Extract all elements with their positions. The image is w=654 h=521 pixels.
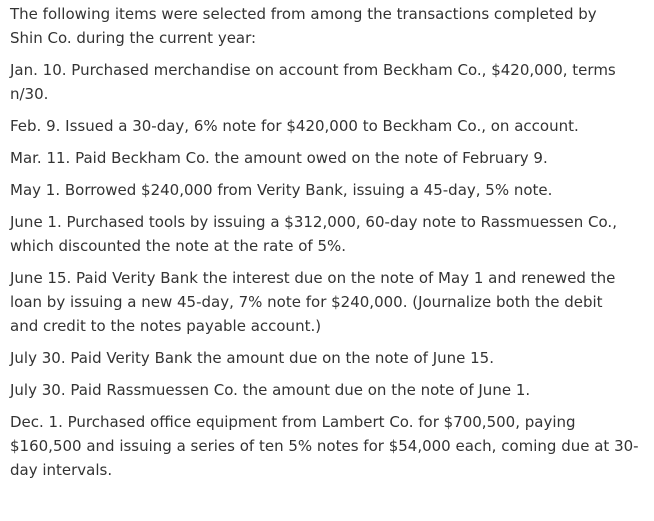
transaction-line: Feb. 9. Issued a 30-day, 6% note for $420,000 to Beckham Co., on account. — [10, 117, 579, 135]
transaction-line: July 30. Paid Verity Bank the amount due on the note of June 15. — [10, 349, 494, 367]
transaction-jan-10 — [10, 58, 646, 106]
transaction-line: Mar. 11. Paid Beckham Co. the amount owed on the note of February 9. — [10, 149, 548, 167]
transaction-mar-11 — [10, 146, 646, 170]
transaction-line: day intervals. — [10, 461, 113, 479]
intro-line: The following items were selected from among the transactions completed by — [10, 5, 597, 23]
transaction-may-1 — [10, 178, 646, 202]
transaction-july-30-rassmuessen — [10, 378, 646, 402]
transaction-line: $160,500 and issuing a series of ten 5% notes for $54,000 each, coming due at 30- — [10, 437, 639, 455]
transaction-line: May 1. Borrowed $240,000 from Verity Bank, issuing a 45-day, 5% note. — [10, 181, 553, 199]
transaction-line: which discounted the note at the rate of 5%. — [10, 237, 347, 255]
transaction-june-1 — [10, 210, 646, 258]
transaction-dec-1 — [10, 410, 646, 482]
transaction-line: and credit to the notes payable account.) — [10, 317, 322, 335]
transaction-july-30-verity — [10, 346, 646, 370]
transaction-feb-9 — [10, 114, 646, 138]
transaction-line: Dec. 1. Purchased office equipment from Lambert Co. for $700,500, paying — [10, 413, 576, 431]
transaction-line: Jan. 10. Purchased merchandise on account from Beckham Co., $420,000, terms — [10, 61, 616, 79]
transaction-line: June 1. Purchased tools by issuing a $312,000, 60-day note to Rassmuessen Co., — [10, 213, 617, 231]
transaction-line: July 30. Paid Rassmuessen Co. the amount due on the note of June 1. — [10, 381, 531, 399]
transaction-line: June 15. Paid Verity Bank the interest due on the note of May 1 and renewed the — [10, 269, 616, 287]
transaction-june-15 — [10, 266, 646, 338]
transaction-line: loan by issuing a new 45-day, 7% note for $240,000. (Journalize both the debit — [10, 293, 603, 311]
transaction-line: n/30. — [10, 85, 49, 103]
document-body — [10, 2, 646, 482]
intro-line: Shin Co. during the current year: — [10, 29, 257, 47]
intro-paragraph — [10, 2, 646, 50]
